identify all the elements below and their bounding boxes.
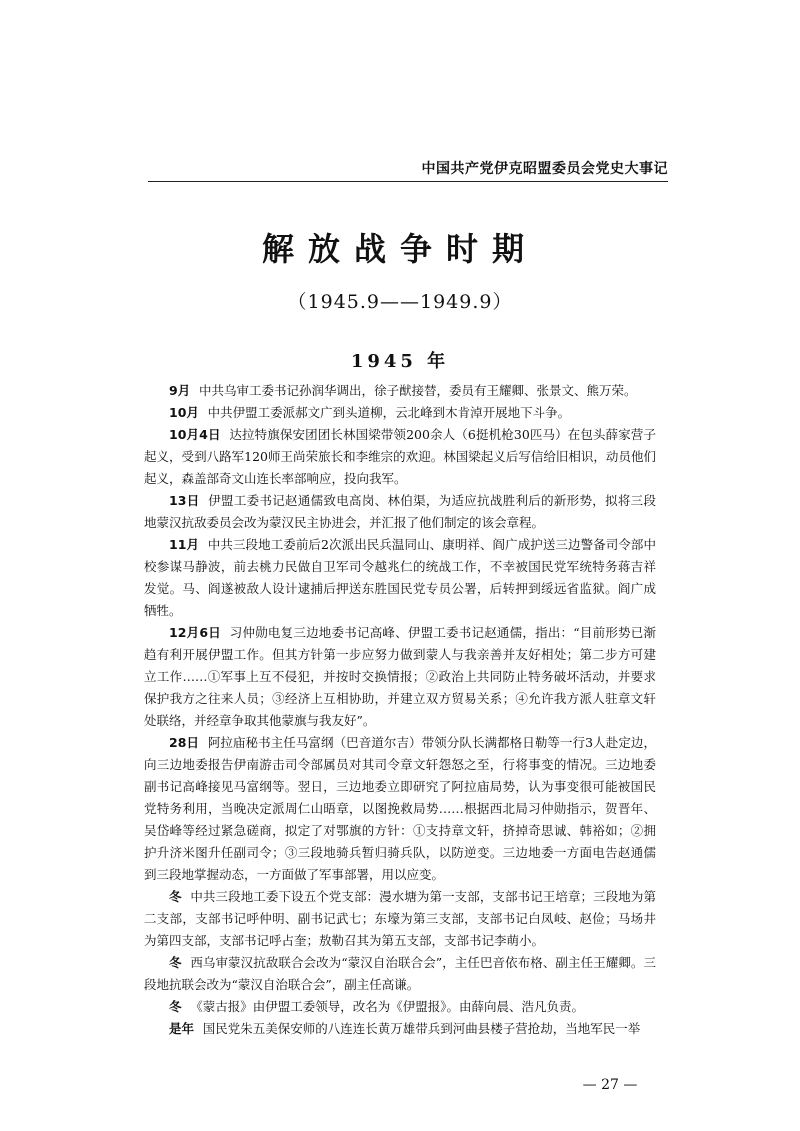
section-dates: （1945.9——1949.9） bbox=[287, 291, 513, 313]
entry-text: 伊盟工委书记赵通儒致电高岗、林伯渠，为适应抗战胜利后的新形势，拟将三段地蒙汉抗敌委员会改为蒙汉民主协进会，并汇报了他们制定的该会章程。 bbox=[144, 493, 656, 530]
entry-date: 28日 bbox=[169, 735, 200, 750]
chronicle-entries bbox=[144, 380, 656, 1040]
entry-text: 国民党朱五美保安师的八连连长黄万雄带兵到河曲县楼子营抢劫，当地军民一举 bbox=[202, 1021, 641, 1036]
chronicle-entry bbox=[144, 534, 656, 622]
entry-date: 冬 bbox=[169, 999, 182, 1014]
entry-date: 11月 bbox=[169, 537, 200, 552]
chronicle-entry bbox=[144, 490, 656, 534]
entry-date: 12月6日 bbox=[169, 625, 221, 640]
entry-text: 中共乌审工委书记孙润华调出，徐子猷接替，委员有王耀卿、张景文、熊万荣。 bbox=[198, 383, 637, 398]
chronicle-entry bbox=[144, 996, 656, 1018]
section-title: 解放战争时期 bbox=[261, 230, 538, 268]
chronicle-entry bbox=[144, 380, 656, 402]
chronicle-entry bbox=[144, 424, 656, 490]
entry-date: 10月 bbox=[169, 405, 199, 420]
entry-date: 13日 bbox=[169, 493, 200, 508]
entry-text: 习仲勋电复三边地委书记高峰、伊盟工委书记赵通儒，指出：“目前形势已渐趋有利开展伊盟工作。但其方针第一步应努力做到蒙人与我亲善并友好相处；第二步方可建立工作……①军事上互不侵犯，并按时交换情报；②政治上共同防止特务破坏活动，并要求保护我方之往来人员；③经济上互相协助，并建立双方贸易关系；④允许我方派人驻章文轩处联络，并经章争取其他蒙旗与我友好”。 bbox=[144, 625, 657, 728]
chronicle-entry bbox=[144, 952, 656, 996]
chronicle-entry bbox=[144, 886, 656, 952]
page-number: — 27 — bbox=[582, 1077, 638, 1093]
entry-date: 9月 bbox=[169, 383, 191, 398]
entry-date: 是年 bbox=[169, 1021, 195, 1036]
entry-date: 冬 bbox=[169, 889, 182, 904]
entry-text: 中共三段地工委下设五个党支部：漫水塘为第一支部，支部书记王培章；三段地为第二支部，支部书记呼仲明、副书记武七；东壕为第三支部，支部书记白凤岐、赵俭；马场井为第四支部，支部书记呼占奎；敖勒召其为第五支部，支部书记李萌小。 bbox=[144, 889, 656, 948]
entry-text: 中共三段地工委前后2次派出民兵温同山、康明祥、阎广成护送三边警备司令部中校参谋马静波，前去桃力民做自卫军司令越兆仁的统战工作，不幸被国民党军统特务蒋吉祥发觉。马、阎遂被敌人设计逮捕后押送东胜国民党专员公署，后转押到绥远省监狱。阎广成牺牲。 bbox=[144, 537, 656, 618]
entry-text: 西乌审蒙汉抗敌联合会改为“蒙汉自治联合会”，主任巴音依布格、副主任王耀卿。三段地抗联会改为“蒙汉自治联合会”，副主任高谦。 bbox=[144, 955, 656, 992]
chronicle-entry bbox=[144, 402, 656, 424]
entry-text: 《蒙古报》由伊盟工委领导，改名为《伊盟报》。由薛向晨、浩凡负责。 bbox=[190, 999, 585, 1014]
chronicle-entry bbox=[144, 732, 656, 886]
chronicle-entry bbox=[144, 622, 656, 732]
entry-date: 冬 bbox=[169, 955, 182, 970]
header-rule bbox=[148, 181, 668, 182]
entry-date: 10月4日 bbox=[169, 427, 221, 442]
chronicle-entry bbox=[144, 1018, 656, 1040]
entry-text: 阿拉庙秘书主任马富纲（巴音道尔吉）带领分队长满都格日勒等一行3人赴定边，向三边地委报告伊南游击司令部属员对其司令章文轩怨怒之至，行将事变的情况。三边地委副书记高峰接见马富纲等。翌日，三边地委立即研究了阿拉庙局势，认为事变很可能被国民党特务利用，当晚决定派周仁山晤章，以图挽救局势……根据西北局习仲勋指示，贺晋年、吴岱峰等经过紧急磋商，拟定了对鄂旗的方针：①支持章文轩，挤掉奇思诚、韩裕如；②拥护升济米图升任副司令；③三段地骑兵暂归骑兵队，以防逆变。三边地委一方面电告赵通儒到三段地掌握动态，一方面做了军事部署，用以应变。 bbox=[144, 735, 656, 882]
entry-text: 达拉特旗保安团团长林国梁带领200余人（6挺机枪30匹马）在包头薛家营子起义，受到八路军120师王尚荣旅长和李维宗的欢迎。林国梁起义后写信给旧相识，动员他们起义，森盖部奇文山连长率部响应，投向我军。 bbox=[144, 427, 657, 486]
running-header: 中国共产党伊克昭盟委员会党史大事记 bbox=[421, 161, 668, 177]
entry-text: 中共伊盟工委派郝文广到头道柳，云北峰到木肯淖开展地下斗争。 bbox=[207, 405, 571, 420]
year-heading: 1945 年 bbox=[350, 351, 450, 372]
